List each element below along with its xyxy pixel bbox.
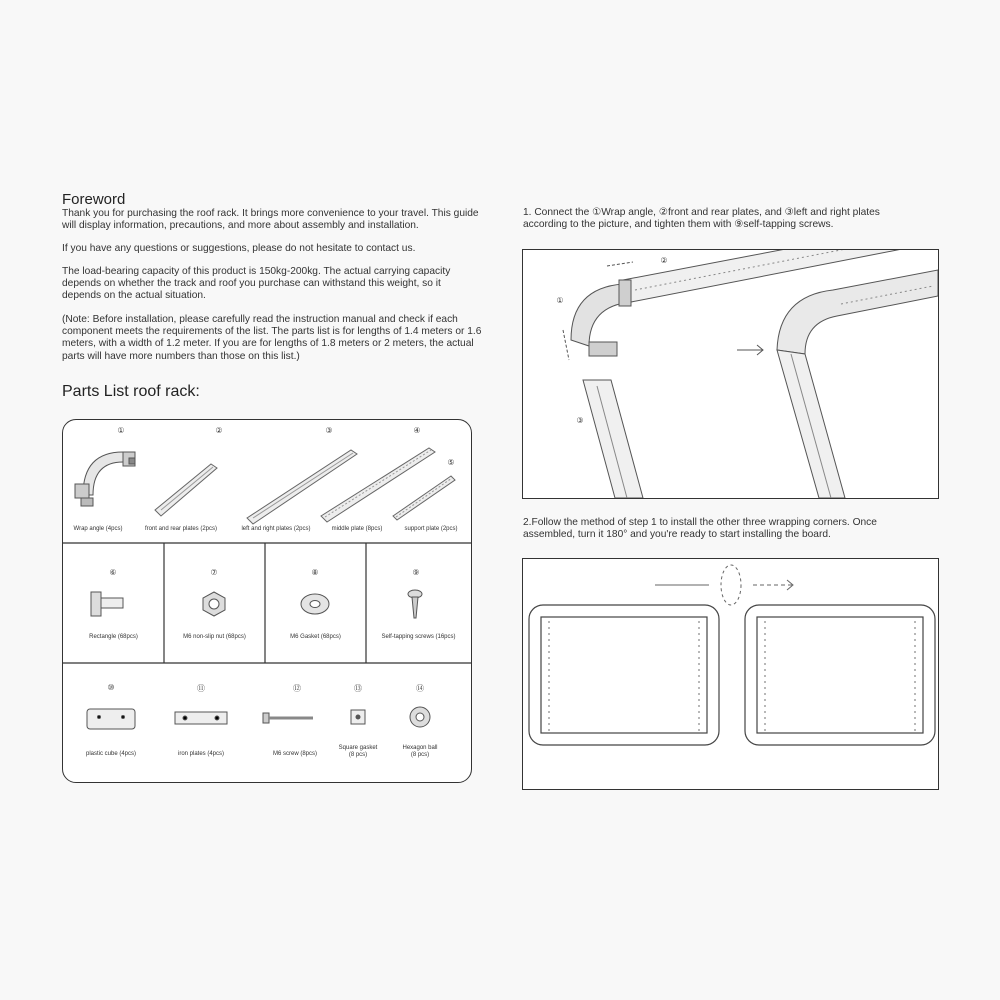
part-label-wrap-angle: Wrap angle (4pcs)	[73, 526, 123, 532]
part-number-11: ⑪	[197, 684, 205, 693]
rectangle-bolt-drawing	[91, 592, 123, 616]
support-plate-drawing	[393, 476, 455, 520]
step1-text-a: 1. Connect the	[523, 207, 593, 218]
part-label-support: support plate (2pcs)	[404, 526, 458, 532]
part-number-14: ⑭	[416, 684, 424, 693]
step1-text-3: left and right plates	[793, 207, 880, 218]
step2-instructions	[523, 517, 943, 541]
gasket-drawing	[301, 594, 329, 614]
hexagon-ball-qty: (8 pcs)	[410, 752, 430, 758]
step2-line-2: assembled, turn it 180° and you're ready to start installing the board.	[523, 529, 831, 541]
step2-diagram-svg	[523, 559, 938, 789]
square-gasket-drawing	[351, 710, 365, 724]
part-number-12: ⑫	[293, 684, 301, 693]
step1-circled-1: ①	[592, 207, 602, 218]
part-label-plastic-cube: plastic cube (4pcs)	[85, 751, 137, 757]
part-label-square-gasket	[329, 745, 387, 759]
wrap-angle-drawing	[75, 452, 135, 506]
step1-circled-2: ②	[658, 207, 668, 218]
step2-diagram	[522, 558, 939, 790]
plastic-cube-drawing	[87, 709, 135, 729]
hexagon-ball-drawing	[410, 707, 430, 727]
m6-screw-drawing	[263, 713, 313, 723]
part-number-8: ⑧	[311, 568, 319, 577]
part-label-rectangle: Rectangle (68pcs)	[89, 634, 138, 640]
square-gasket-qty: (8 pcs)	[348, 752, 368, 758]
foreword-paragraph-2: If you have any questions or suggestions, please do not hesitate to contact us.	[62, 243, 416, 254]
step1-instructions	[523, 207, 943, 231]
part-label-left-right: left and right plates (2pcs)	[241, 526, 311, 532]
part-label-m6-screw: M6 screw (8pcs)	[272, 751, 317, 757]
part-label-non-slip-nut: M6 non-slip nut (68pcs)	[183, 634, 246, 640]
step1-text-5: self-tapping screws.	[743, 219, 834, 231]
part-label-gasket: M6 Gasket (68pcs)	[290, 634, 341, 640]
non-slip-nut-drawing	[203, 592, 225, 616]
front-rear-plate-drawing	[155, 464, 217, 516]
step1-text-1: Wrap angle,	[601, 207, 659, 218]
foreword-title: Foreword	[62, 191, 126, 208]
part-label-iron-plates: iron plates (4pcs)	[177, 751, 225, 757]
step1-callout-1: ①	[556, 296, 564, 305]
part-number-4: ④	[413, 426, 421, 435]
part-number-1: ①	[117, 426, 125, 435]
part-number-10: ⑩	[107, 683, 115, 692]
foreword-paragraph-1: Thank you for purchasing the roof rack. It brings more convenience to your travel. This guide will display information, precautions, and more about assembly and installation.	[62, 208, 479, 232]
step1-text-2: front and rear plates, and	[667, 207, 785, 218]
part-number-6: ⑥	[109, 568, 117, 577]
part-number-9: ⑨	[412, 568, 420, 577]
part-label-hexagon-ball	[391, 745, 449, 759]
step1-circled-3: ③	[784, 207, 794, 218]
part-label-self-tapping: Self-tapping screws (16pcs)	[381, 634, 456, 640]
square-gasket-name: Square gasket	[338, 745, 378, 751]
part-number-2: ②	[215, 426, 223, 435]
part-number-3: ③	[325, 426, 333, 435]
self-tapping-screw-drawing	[408, 590, 422, 618]
parts-table-grid	[63, 420, 471, 782]
foreword-note: (Note: Before installation, please carefully read the instruction manual and check if each component meets the requirements of the list. The parts list is for lengths of 1.4 meters or 1.6 meters, with a width of 1.2 meter. If you are for lengths of 1.8 meters or 2 meters, the actual parts will have more numbers than those on this list.)	[62, 314, 482, 362]
part-label-middle: middle plate (8pcs)	[331, 526, 383, 532]
step1-diagram	[522, 249, 939, 499]
step1-callout-3: ③	[576, 416, 584, 425]
hexagon-ball-name: Hexagon ball	[402, 745, 438, 751]
iron-plate-drawing	[175, 712, 227, 724]
step1-diagram-svg	[523, 250, 938, 498]
step2-line-1: 2.Follow the method of step 1 to install the other three wrapping corners. Once	[523, 517, 877, 528]
parts-list-table	[62, 419, 472, 783]
step1-text-4: according to the picture, and tighten them with	[523, 219, 735, 231]
step1-circled-9: ⑨	[734, 219, 744, 231]
part-number-13: ⑬	[354, 684, 362, 693]
part-number-7: ⑦	[210, 568, 218, 577]
step1-callout-2: ②	[660, 256, 668, 265]
parts-list-title: Parts List roof rack:	[62, 383, 200, 400]
part-number-5: ⑤	[447, 458, 455, 467]
foreword-paragraph-3: The load-bearing capacity of this product is 150kg-200kg. The actual carrying capacity depends on whether the track and roof you purchase can withstand this weight, so it depends on the actual situation.	[62, 266, 451, 302]
part-label-front-rear: front and rear plates (2pcs)	[144, 526, 218, 532]
